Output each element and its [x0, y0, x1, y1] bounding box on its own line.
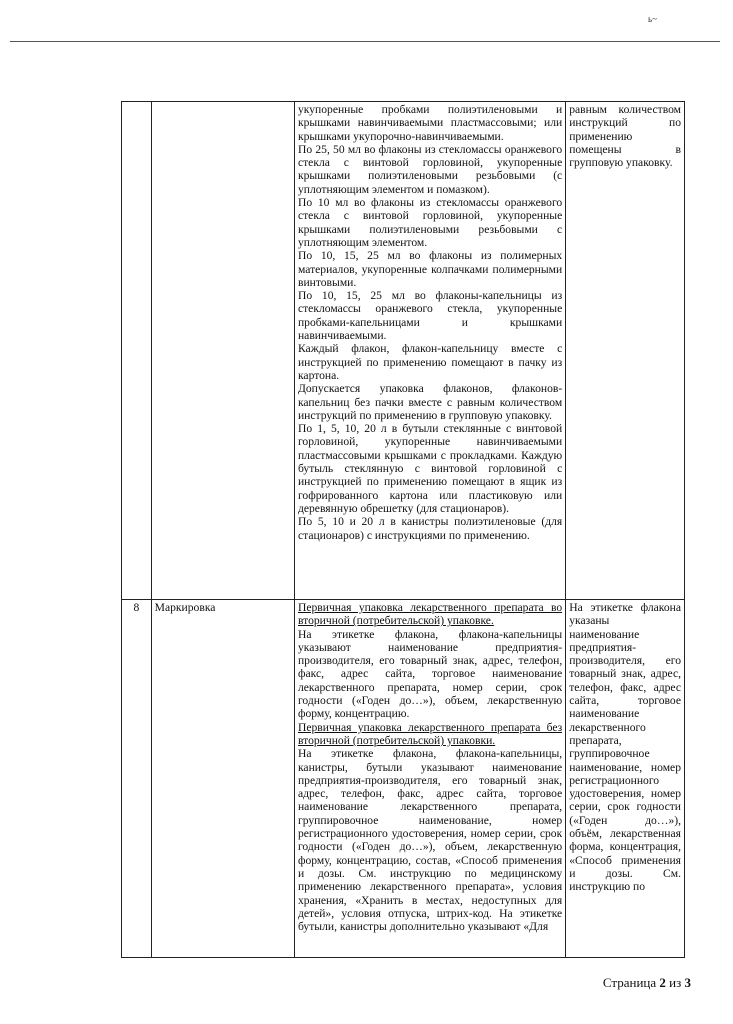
header-rule [10, 41, 720, 42]
row-number [122, 102, 152, 600]
page-total: 3 [684, 975, 691, 990]
marking-paragraph: На этикетке флакона, флакона-капельницы указывают наименование предприятия-производителя, его товарный знак, адрес, телефон, факс, адрес сайта, торговое наименование лекарственного препарата, номер серии, срок годности («Годен до…»), объем, лекарственную форму, концентрацию. [297, 627, 563, 721]
row-section-name [151, 102, 294, 600]
packaging-paragraph: Каждый флакон, флакон-капельницу вместе с инструкцией по применению помещают в пачку из картона. [297, 342, 563, 382]
note-text: На этикетке флакона указаны наименование предприятия-производителя, его товарный знак, адрес, телефон, факс, адрес сайта, торговое наименование лекарственного препарата, группировочное наименование, номер регистрационного удостоверения, номер серии, срок годности («Годен до…»), объём, лекарственная форма, концентрация, «Способ применения и дозы. См. инструкцию по [569, 601, 681, 894]
packaging-paragraph: укупоренные пробками полиэтиленовыми и крышками навинчиваемыми пластмассовыми; или крышками укупорочно-навинчиваемыми. [297, 103, 563, 143]
packaging-paragraph: По 10 мл во флаконы из стекломассы оранжевого стекла с винтовой горловиной, укупоренные крышками полиэтиленовыми резьбовыми с уплотняющим элементом. [297, 196, 563, 249]
marking-note [566, 600, 685, 958]
marking-description [294, 600, 565, 958]
page-of-label: из [669, 975, 682, 990]
page-footer [603, 975, 691, 991]
row-number: 8 [122, 600, 152, 958]
scan-mark: ь~ [648, 14, 657, 24]
packaging-paragraph: По 25, 50 мл во флаконы из стекломассы оранжевого стекла с винтовой горловиной, укупоренные крышками полиэтиленовыми резьбовыми (с уплотняющим элементом и помазком). [297, 142, 563, 196]
row-section-name: Маркировка [151, 600, 294, 958]
packaging-paragraph: По 10, 15, 25 мл во флаконы-капельницы из стекломассы оранжевого стекла, укупоренные пробками-капельницами и крышками навинчиваемыми. [297, 289, 563, 343]
marking-heading: Первичная упаковка лекарственного препарата без вторичной (потребительской) упаковки. [297, 720, 563, 747]
page-label: Страница [602, 975, 657, 990]
marking-heading: Первичная упаковка лекарственного препарата во вторичной (потребительской) упаковке. [297, 601, 563, 628]
packaging-paragraph: По 10, 15, 25 мл во флаконы из полимерных материалов, укупоренные колпачками полимерными винтовыми. [297, 249, 563, 289]
page-number: 2 [659, 975, 666, 990]
marking-paragraph: На этикетке флакона, флакона-капельницы, канистры, бутыли указывают наименование предприятия-производителя, его товарный знак, адрес, телефон, факс, адрес сайта, торговое наименование лекарственного препарата, группировочное наименование, номер регистрационного удостоверения, номер серии, срок годности («Годен до…»), объем, лекарственную форму, концентрацию, состав, «Способ применения и дозы. См. инструкцию по медицинскому применению лекарственного препарата», условия хранения, «Хранить в местах, недоступных для детей», условия отпуска, штрих-код. На этикетке бутыли, канистры дополнительно указывают «Для [297, 747, 563, 934]
table-row [122, 102, 685, 600]
packaging-description [294, 102, 565, 600]
packaging-note [566, 102, 685, 600]
packaging-paragraph: По 5, 10 и 20 л в канистры полиэтиленовые (для стационаров) с инструкциями по применению. [297, 515, 563, 542]
packaging-paragraph: Допускается упаковка флаконов, флаконов-капельниц без пачки вместе с равным количеством инструкций по применению в групповую упаковку. [297, 382, 563, 422]
table-row [122, 600, 685, 958]
note-text: равным количеством инструкций по применению помещены в групповую упаковку. [569, 103, 681, 170]
registration-table [121, 101, 685, 958]
packaging-paragraph: По 1, 5, 10, 20 л в бутыли стеклянные с винтовой горловиной, укупоренные навинчиваемыми пластмассовыми крышками с прокладками. Каждую бутыль стеклянную с винтовой горловиной с инструкцией по применению помещают в ящик из гофрированного картона или пластиковую или деревянную обрешетку (для стационаров). [297, 422, 563, 515]
